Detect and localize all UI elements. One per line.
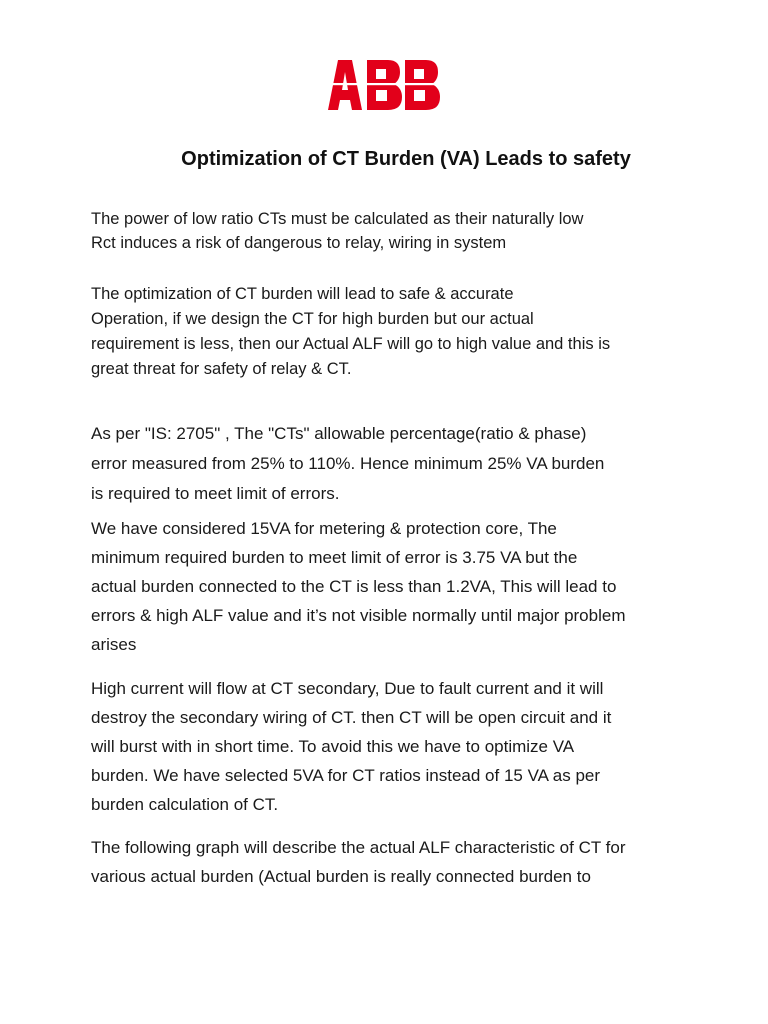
text-line: We have considered 15VA for metering & protection core, The (91, 519, 557, 538)
paragraph-15va (91, 514, 711, 659)
abb-logo (328, 60, 440, 110)
paragraph-low-ratio-cts (91, 207, 711, 255)
document-title: Optimization of CT Burden (VA) Leads to safety (181, 148, 631, 170)
paragraph-is-2705 (91, 419, 711, 509)
paragraph-following-graph (91, 833, 711, 891)
paragraph-high-current (91, 674, 711, 819)
text-line: requirement is less, then our Actual ALF will go to high value and this is (91, 335, 611, 353)
text-line: Operation, if we design the CT for high burden but our actual (91, 310, 534, 328)
paragraph-optimization (91, 282, 711, 382)
text-line: error measured from 25% to 110%. Hence minimum 25% VA burden (91, 454, 605, 473)
text-line: great threat for safety of relay & CT. (91, 360, 352, 378)
text-line: actual burden connected to the CT is less than 1.2VA, This will lead to (91, 577, 617, 596)
text-line: minimum required burden to meet limit of error is 3.75 VA but the (91, 548, 578, 567)
text-line: is required to meet limit of errors. (91, 484, 340, 503)
text-line: will burst with in short time. To avoid this we have to optimize VA (91, 737, 575, 756)
text-line: burden. We have selected 5VA for CT ratios instead of 15 VA as per (91, 766, 601, 785)
text-line: As per "IS: 2705" , The "CTs" allowable percentage(ratio & phase) (91, 424, 587, 443)
text-line: arises (91, 635, 137, 654)
text-line: High current will flow at CT secondary, Due to fault current and it will (91, 679, 604, 698)
text-line: The following graph will describe the actual ALF characteristic of CT for (91, 838, 626, 857)
text-line: The optimization of CT burden will lead to safe & accurate (91, 285, 514, 303)
abb-logo-mark (328, 60, 440, 110)
text-line: burden calculation of CT. (91, 795, 279, 814)
text-line: errors & high ALF value and it’s not visible normally until major problem (91, 606, 626, 625)
text-line: destroy the secondary wiring of CT. then CT will be open circuit and it (91, 708, 612, 727)
text-line: Rct induces a risk of dangerous to relay, wiring in system (91, 234, 507, 252)
text-line: various actual burden (Actual burden is really connected burden to (91, 867, 591, 886)
text-line: The power of low ratio CTs must be calculated as their naturally low (91, 210, 584, 228)
